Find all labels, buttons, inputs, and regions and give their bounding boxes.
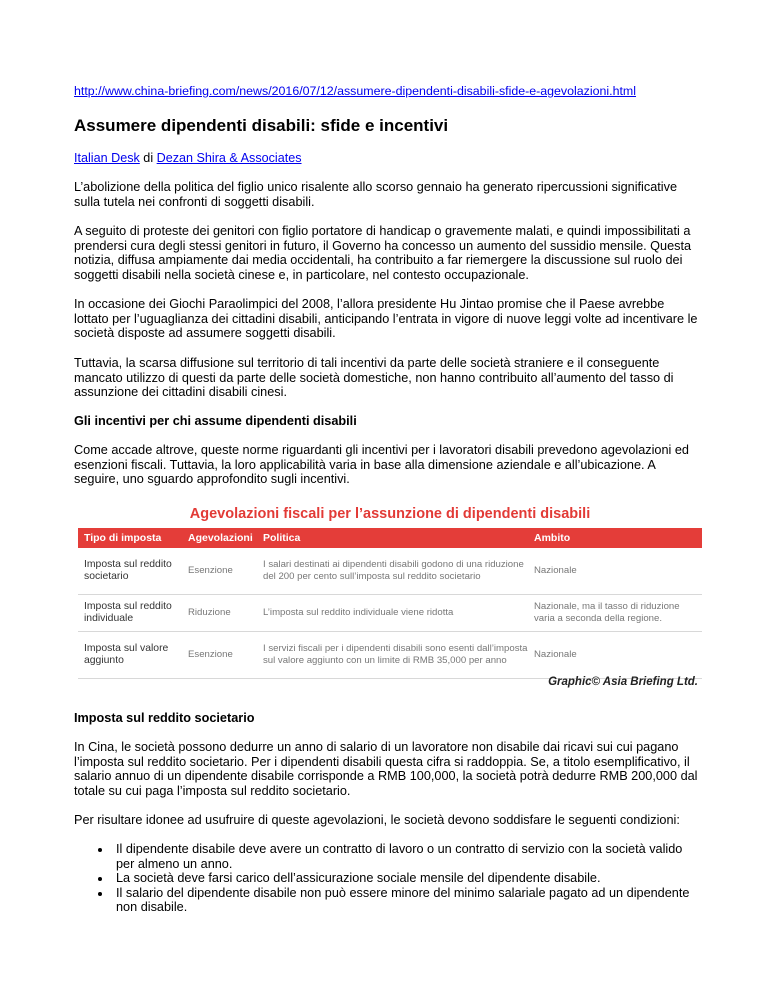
paragraph-text: A seguito di proteste dei genitori con figlio portatore di handicap o gravemente malati, e quindi impossibilitati a prendersi cura degli stessi genitori in futuro, il Governo ha concesso un aumento del sussidio mensile. Questa notizia, diffusa ampiamente dai media occidentali, ha contribuito a far riemergere la discussione sul ruolo dei soggetti disabili nella società cinese e, in particolare, nel contesto occupazionale. xyxy=(74,224,692,282)
conditions-list xyxy=(74,842,702,915)
byline xyxy=(74,151,302,165)
cell-politica: L’imposta sul reddito individuale viene ridotta xyxy=(263,607,454,618)
byline-separator: di xyxy=(139,151,157,165)
tax-incentives-infographic xyxy=(78,499,702,695)
source-url-link[interactable]: http://www.china-briefing.com/news/2016/07/12/assumere-dipendenti-disabili-sfide-e-agevolazioni.html xyxy=(74,84,637,98)
cell-ambito: Nazionale xyxy=(534,649,577,660)
cell-tipo: Imposta sul reddito individuale xyxy=(84,601,172,624)
table-row xyxy=(78,548,702,595)
paragraph-2 xyxy=(74,224,702,282)
cell-ambito: Nazionale xyxy=(534,565,577,576)
header-agevolazioni: Agevolazioni xyxy=(188,532,253,544)
infographic-title: Agevolazioni fiscali per l’assunzione di dipendenti disabili xyxy=(78,503,702,525)
paragraph-text: Tuttavia, la scarsa diffusione sul territorio di tali incentivi da parte delle società straniere e il conseguente mancato utilizzo di questi da parte delle società domestiche, non hanno contribuito all’aumento del tasso di assunzione dei cittadini disabili cinesi. xyxy=(74,356,674,400)
section-imposta-societario xyxy=(74,711,702,726)
paragraph-text: L’abolizione della politica del figlio unico risalente allo scorso gennaio ha generato ripercussioni significative sulla tutela nei confronti di soggetti disabili. xyxy=(74,180,678,209)
cell-ambito: Nazionale, ma il tasso di riduzione varia a seconda della regione. xyxy=(534,601,680,624)
cell-tipo: Imposta sul valore aggiunto xyxy=(84,643,169,666)
header-ambito: Ambito xyxy=(534,532,571,544)
paragraph-1 xyxy=(74,180,702,209)
section-heading: Imposta sul reddito societario xyxy=(74,711,255,725)
infographic-table xyxy=(78,528,702,679)
italian-desk-link[interactable]: Italian Desk xyxy=(74,151,140,165)
paragraph-text: Come accade altrove, queste norme riguardanti gli incentivi per i lavoratori disabili prevedono agevolazioni ed esenzioni fiscali. Tuttavia, la loro applicabilità varia in base alla dimensione aziendale e all’ubicazione. A seguire, uno sguardo approfondito sugli incentivi. xyxy=(74,443,689,487)
list-item: • Il salario del dipendente disabile non può essere minore del minimo salariale pagato ad un dipendente non disabile. xyxy=(112,886,702,915)
header-politica: Politica xyxy=(263,532,301,544)
paragraph-text: In occasione dei Giochi Paraolimpici del 2008, l’allora presidente Hu Jintao promise che il Paese avrebbe lottato per l’uguaglianza dei cittadini disabili, anticipando l’entrata in vigore di nuove leggi volte ad incentivare le società disposte ad assumere soggetti disabili. xyxy=(74,297,698,341)
paragraph-3 xyxy=(74,297,702,341)
list-item: • La società deve farsi carico dell’assicurazione sociale mensile del dipendente disabile. xyxy=(112,871,702,886)
list-item: • Il dipendente disabile deve avere un contratto di lavoro o un contratto di servizio con la società valido per almeno un anno. xyxy=(112,842,702,871)
table-row xyxy=(78,632,702,679)
table-header-row xyxy=(78,528,702,548)
graphic-credit: Graphic© Asia Briefing Ltd. xyxy=(548,676,698,688)
cell-agevolazioni: Riduzione xyxy=(188,607,231,618)
cell-agevolazioni: Esenzione xyxy=(188,649,233,660)
section-heading: Gli incentivi per chi assume dipendenti disabili xyxy=(74,414,357,428)
cell-politica: I servizi fiscali per i dipendenti disabili sono esenti dall’imposta sul valore aggiunto con un limite di RMB 35,000 per anno xyxy=(263,643,528,666)
section-imposta-text-2 xyxy=(74,813,702,828)
header-tipo: Tipo di imposta xyxy=(84,532,162,544)
paragraph-4 xyxy=(74,356,702,400)
article-title: Assumere dipendenti disabili: sfide e incentivi xyxy=(74,116,449,135)
cell-tipo: Imposta sul reddito societario xyxy=(84,559,172,582)
section-incentivi xyxy=(74,414,702,429)
section-imposta-text-1 xyxy=(74,740,702,798)
paragraph-text: Per risultare idonee ad usufruire di queste agevolazioni, le società devono soddisfare le seguenti condizioni: xyxy=(74,813,680,827)
section-incentivi-text xyxy=(74,443,702,487)
cell-politica: I salari destinati ai dipendenti disabili godono di una riduzione del 200 per cento sull’imposta sul reddito societario xyxy=(263,559,524,582)
cell-agevolazioni: Esenzione xyxy=(188,565,233,576)
table-row xyxy=(78,595,702,632)
paragraph-text: In Cina, le società possono dedurre un anno di salario di un lavoratore non disabile dai ricavi sui cui pagano l’imposta sul reddito societario. Per i dipendenti disabili questa cifra si raddoppia. Se, a titolo esemplificativo, il salario annuo di un dipendente disabile corrisponde a RMB 100,000, la società potrà dedurre RMB 200,000 dal totale su cui paga l’imposta sul reddito societario. xyxy=(74,740,698,798)
author-link[interactable]: Dezan Shira & Associates xyxy=(156,151,302,165)
